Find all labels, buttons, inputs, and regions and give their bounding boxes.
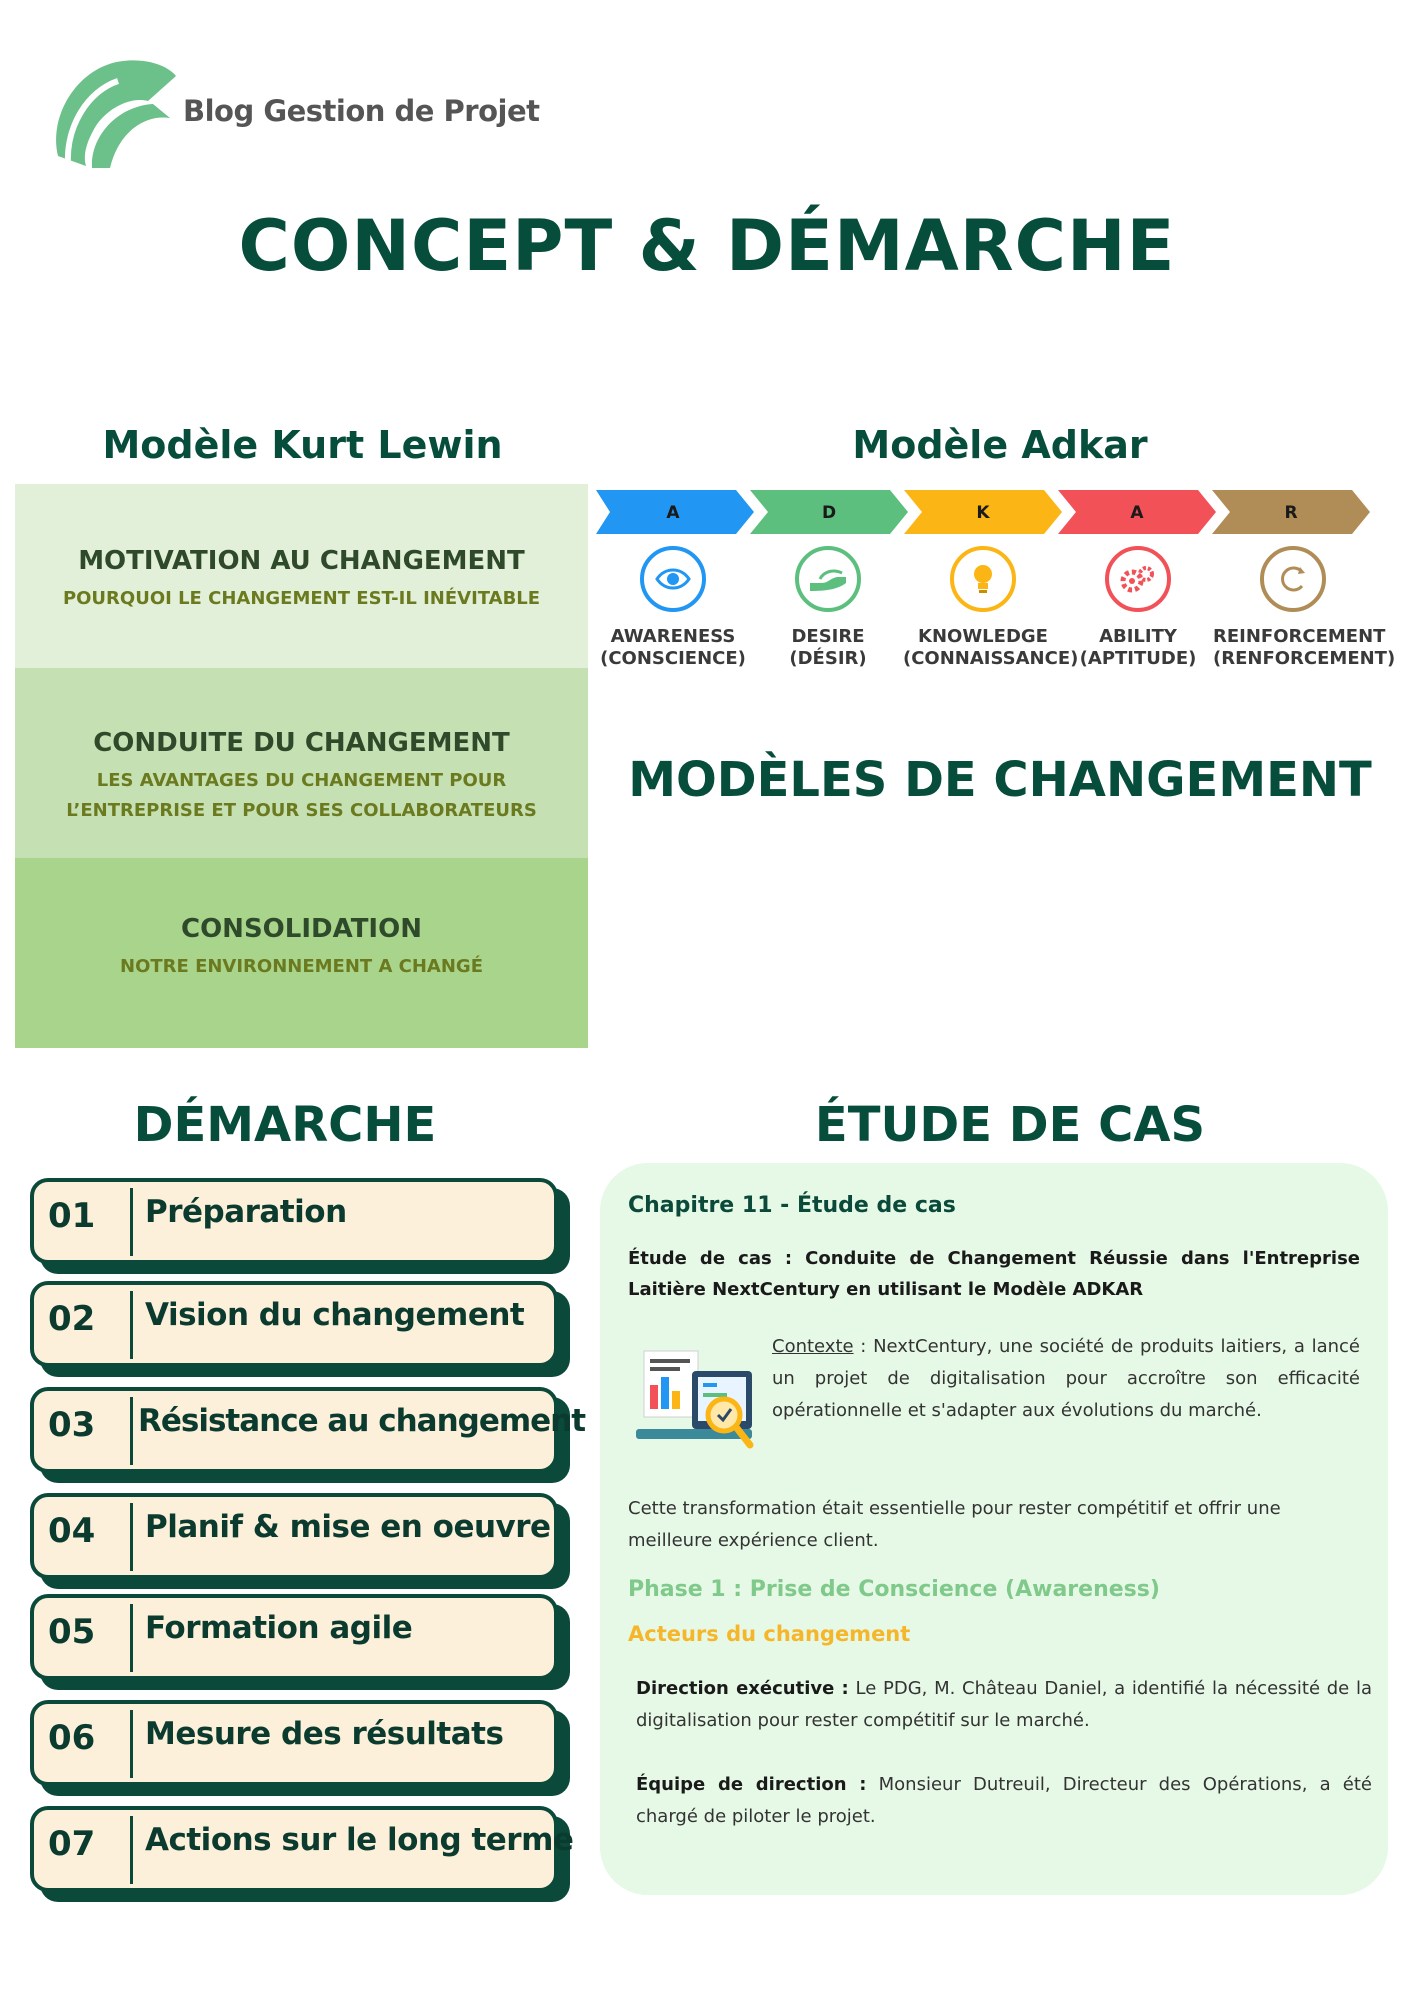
lewin-block-heading: CONSOLIDATION: [181, 914, 422, 944]
step-number: 06: [48, 1718, 96, 1758]
step-number: 04: [48, 1511, 96, 1551]
adkar-step-awareness: [593, 546, 753, 670]
adkar-letter: A: [1130, 503, 1144, 523]
adkar-step-reinforcement: [1213, 546, 1396, 670]
case-phase-heading: Phase 1 : Prise de Conscience (Awareness): [628, 1577, 1160, 1602]
adkar-label-fr: (CONNAISSANCE): [903, 648, 1079, 669]
step-label: Planif & mise en oeuvre: [145, 1509, 551, 1545]
case-study-card: [600, 1163, 1388, 1895]
eye-icon: [640, 546, 706, 612]
lewin-block-subtext: NOTRE ENVIRONNEMENT A CHANGÉ: [120, 956, 483, 977]
adkar-step-ability: [1058, 546, 1218, 670]
adkar-label-fr: (DÉSIR): [789, 648, 867, 669]
case-study-title: ÉTUDE DE CAS: [814, 1097, 1206, 1153]
adkar-model-title: Modèle Adkar: [852, 423, 1148, 467]
adkar-step-knowledge: [903, 546, 1079, 670]
demarche-title: DÉMARCHE: [133, 1097, 437, 1153]
adkar-letter: D: [821, 503, 837, 523]
logo-text: Blog Gestion de Projet: [183, 94, 540, 128]
step-number: 03: [48, 1405, 96, 1445]
demarche-step: [30, 1387, 586, 1473]
step-label: Actions sur le long terme: [145, 1822, 574, 1858]
direction-label: Direction exécutive :: [636, 1678, 849, 1699]
context-text: : NextCentury, une société de produits laitiers, a lancé un projet de digitalisation pour accroître son efficacité opérationnelle et s'adapter aux évolutions du marché.: [772, 1336, 1360, 1421]
adkar-arrow-a: [596, 490, 754, 534]
step-number: 01: [48, 1196, 96, 1236]
adkar-letter: A: [666, 503, 680, 523]
demarche-step: [30, 1281, 560, 1367]
demarche-step: [30, 1806, 574, 1892]
leaf-logo-icon: [48, 56, 176, 174]
step-label: Formation agile: [145, 1610, 413, 1646]
case-paragraph: Cette transformation était essentielle pour rester compétitif et offrir une meilleure expérience client.: [628, 1498, 1281, 1551]
adkar-arrow-a2: [1058, 490, 1216, 534]
case-context: [772, 1331, 1360, 1427]
adkar-arrow-bar: [596, 490, 1376, 534]
lewin-block-conduite: [15, 668, 588, 858]
adkar-label-en: DESIRE: [791, 626, 865, 647]
lewin-model-title: Modèle Kurt Lewin: [102, 423, 503, 467]
step-label: Mesure des résultats: [145, 1716, 504, 1752]
step-number: 02: [48, 1299, 96, 1339]
direction-text: Le PDG, M. Château Daniel, a identifié la nécessité de la digitalisation pour rester compétitif sur le marché.: [636, 1678, 1372, 1731]
context-label: Contexte: [772, 1336, 854, 1357]
adkar-label-fr: (RENFORCEMENT): [1213, 648, 1396, 669]
case-direction: [636, 1673, 1372, 1737]
team-text: Monsieur Dutreuil, Directeur des Opérations, a été chargé de piloter le projet.: [636, 1774, 1372, 1827]
case-subtitle: Étude de cas : Conduite de Changement Réussie dans l'Entreprise Laitière NextCentury en utilisant le Modèle ADKAR: [628, 1248, 1360, 1300]
case-team: [636, 1769, 1372, 1833]
analytics-dashboard-icon: [636, 1345, 762, 1457]
adkar-step-desire: [748, 546, 908, 670]
demarche-step: [30, 1178, 560, 1264]
demarche-step: [30, 1493, 560, 1579]
adkar-label-fr: (APTITUDE): [1079, 648, 1197, 669]
adkar-arrow-k: [904, 490, 1062, 534]
case-actors-heading: Acteurs du changement: [628, 1622, 911, 1646]
step-number: 05: [48, 1612, 96, 1652]
step-label: Résistance au changement: [138, 1403, 586, 1439]
lewin-block-heading: CONDUITE DU CHANGEMENT: [93, 728, 510, 758]
hand-icon: [795, 546, 861, 612]
lewin-block-subtext: POURQUOI LE CHANGEMENT EST-IL INÉVITABLE: [62, 588, 541, 609]
page-title: CONCEPT & DÉMARCHE: [238, 205, 1176, 287]
lewin-block-consolidation: [15, 858, 588, 1048]
adkar-letter: R: [1284, 503, 1298, 523]
lewin-block-motivation: [15, 484, 588, 668]
adkar-label-fr: (CONSCIENCE): [600, 648, 746, 669]
lewin-block-subtext: LES AVANTAGES DU CHANGEMENT POUR L’ENTREPRISE ET POUR SES COLLABORATEURS: [66, 770, 537, 821]
adkar-label-en: REINFORCEMENT: [1213, 626, 1386, 647]
adkar-arrow-d: [750, 490, 908, 534]
step-number: 07: [48, 1824, 96, 1864]
lightbulb-icon: [950, 546, 1016, 612]
adkar-label-en: AWARENESS: [610, 626, 736, 647]
adkar-label-en: KNOWLEDGE: [918, 626, 1048, 647]
adkar-letter: K: [976, 503, 990, 523]
adkar-label-en: ABILITY: [1099, 626, 1177, 647]
demarche-step: [30, 1700, 560, 1786]
models-title: MODÈLES DE CHANGEMENT: [628, 752, 1372, 808]
demarche-step: [30, 1594, 560, 1680]
step-label: Vision du changement: [145, 1297, 525, 1333]
team-label: Équipe de direction :: [636, 1774, 867, 1795]
gears-icon: [1105, 546, 1171, 612]
lewin-block-heading: MOTIVATION AU CHANGEMENT: [78, 546, 525, 576]
refresh-icon: [1260, 546, 1326, 612]
case-chapter: Chapitre 11 - Étude de cas: [628, 1193, 956, 1218]
blog-logo: [48, 56, 568, 176]
step-label: Préparation: [145, 1194, 347, 1230]
adkar-arrow-r: [1212, 490, 1370, 534]
